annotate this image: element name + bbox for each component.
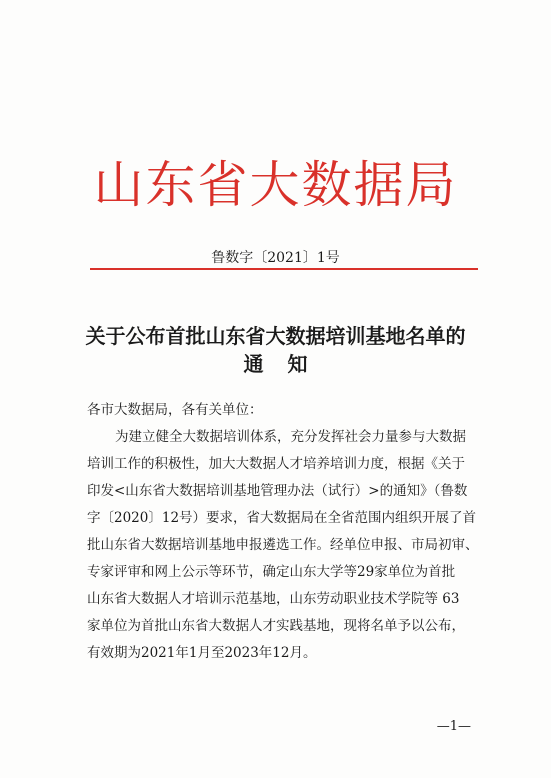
title-line-1: 关于公布首批山东省大数据培训基地名单的: [85, 324, 466, 348]
body-line: 专家评审和网上公示等环节，确定山东大学等29家单位为首批: [87, 564, 456, 580]
page-number: —1—: [436, 719, 471, 734]
document-body: [87, 397, 479, 667]
body-line: 字〔2020〕12号）要求，省大数据局在全省范围内组织开展了首: [87, 510, 477, 526]
body-line: 家单位为首批山东省大数据人才实践基地，现将名单予以公布，: [87, 618, 465, 634]
salutation: 各市大数据局，各有关单位：: [87, 402, 263, 418]
body-line: 山东省大数据人才培训示范基地，山东劳动职业技术学院等 63: [87, 591, 460, 607]
body-line: 有效期为2021年1月至2023年12月。: [87, 645, 317, 661]
body-line: 批山东省大数据培训基地申报遴选工作。经单位申报、市局初审、: [87, 537, 479, 553]
body-line: 培训工作的积极性，加大大数据人才培养培训力度，根据《关于: [87, 456, 465, 472]
document-number: 鲁数字〔2021〕1号: [211, 250, 340, 266]
red-separator-line: [90, 268, 478, 270]
document-title: [0, 322, 551, 378]
masthead-org-name: 山东省大数据局: [93, 156, 458, 214]
body-line: 为建立健全大数据培训体系，充分发挥社会力量参与大数据: [115, 429, 466, 445]
title-line-2: 通知: [243, 352, 332, 376]
body-line: 印发<山东省大数据培训基地管理办法（试行）>的通知》（鲁数: [87, 483, 468, 499]
